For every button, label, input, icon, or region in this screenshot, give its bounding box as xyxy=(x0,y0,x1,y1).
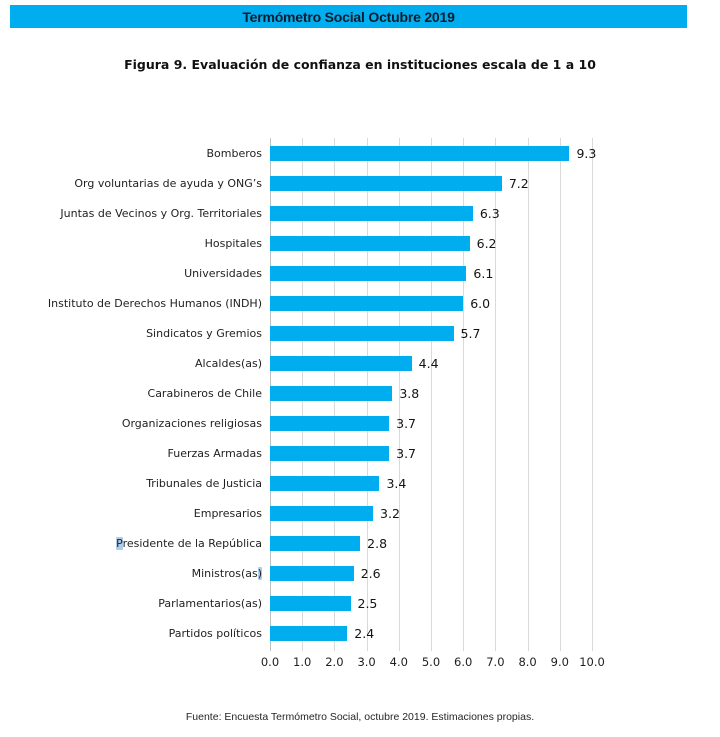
category-label-text: Juntas de Vecinos y Org. Territoriales xyxy=(60,206,262,220)
category-label xyxy=(0,507,270,520)
bar xyxy=(270,236,470,251)
value-label: 6.1 xyxy=(473,265,494,281)
value-label: 3.7 xyxy=(396,415,417,431)
bar xyxy=(270,566,354,581)
chart-row xyxy=(0,318,720,348)
category-label-text: Tribunales de Justicia xyxy=(146,476,262,490)
category-label xyxy=(0,267,270,280)
category-label xyxy=(0,447,270,460)
bar-track xyxy=(270,326,592,341)
header-banner-title: Termómetro Social Octubre 2019 xyxy=(242,8,455,25)
category-label-text: residente de la República xyxy=(122,536,262,550)
chart-row xyxy=(0,468,720,498)
value-label: 4.4 xyxy=(418,355,439,371)
category-label xyxy=(0,417,270,430)
x-tick-label: 3.0 xyxy=(357,655,376,669)
chart-row xyxy=(0,168,720,198)
bar-track xyxy=(270,626,592,641)
bar xyxy=(270,356,412,371)
x-tick-label: 9.0 xyxy=(550,655,569,669)
bar-track xyxy=(270,446,592,461)
category-label-text: Sindicatos y Gremios xyxy=(146,326,262,340)
category-label-text: Partidos políticos xyxy=(168,626,262,640)
category-label-text: Empresarios xyxy=(193,506,262,520)
bar xyxy=(270,176,502,191)
category-label xyxy=(0,207,270,220)
x-tick-label: 2.0 xyxy=(325,655,344,669)
bar-track xyxy=(270,296,592,311)
category-label xyxy=(0,567,270,580)
category-label-text: Carabineros de Chile xyxy=(147,386,262,400)
x-tick-label: 6.0 xyxy=(454,655,473,669)
category-label xyxy=(0,537,270,550)
category-label-text: Hospitales xyxy=(204,236,262,250)
chart-row xyxy=(0,378,720,408)
chart-row xyxy=(0,558,720,588)
bar-track xyxy=(270,236,592,251)
bar-chart xyxy=(0,138,720,683)
category-label-selection-highlight: ) xyxy=(257,566,262,580)
bar-track xyxy=(270,596,592,611)
category-label-text: Alcaldes(as) xyxy=(195,356,262,370)
chart-row xyxy=(0,438,720,468)
x-tick-label: 8.0 xyxy=(518,655,537,669)
bar-track xyxy=(270,536,592,551)
value-label: 2.5 xyxy=(357,595,378,611)
chart-row xyxy=(0,408,720,438)
value-label: 3.8 xyxy=(399,385,420,401)
category-label xyxy=(0,177,270,190)
x-tick-label: 1.0 xyxy=(293,655,312,669)
bar xyxy=(270,326,454,341)
bar xyxy=(270,446,389,461)
bar xyxy=(270,476,379,491)
source-note: Fuente: Encuesta Termómetro Social, octubre 2019. Estimaciones propias. xyxy=(185,711,535,723)
bar xyxy=(270,536,360,551)
x-tick-label: 0.0 xyxy=(260,655,280,669)
value-label: 5.7 xyxy=(460,325,481,341)
chart-row xyxy=(0,198,720,228)
bar xyxy=(270,506,373,521)
bar xyxy=(270,296,463,311)
bar-track xyxy=(270,145,597,161)
category-label xyxy=(0,477,270,490)
category-label xyxy=(0,357,270,370)
chart-row xyxy=(0,258,720,288)
x-tick-label: 10.0 xyxy=(579,655,605,669)
bar-track xyxy=(270,206,592,221)
chart-row xyxy=(0,498,720,528)
chart-row xyxy=(0,588,720,618)
value-label: 6.3 xyxy=(479,205,500,221)
bar-track xyxy=(270,266,592,281)
bar xyxy=(270,386,392,401)
category-label-text: Fuerzas Armadas xyxy=(167,446,262,460)
bar xyxy=(270,596,351,611)
category-label-text: Universidades xyxy=(184,266,262,280)
chart-row xyxy=(0,138,720,168)
value-label: 3.7 xyxy=(396,445,417,461)
bar-track xyxy=(270,356,592,371)
category-label xyxy=(0,297,270,310)
bar-track xyxy=(270,386,592,401)
value-label: 3.4 xyxy=(386,475,407,491)
x-tick-label: 4.0 xyxy=(389,655,408,669)
bar xyxy=(270,146,569,161)
bar xyxy=(270,266,466,281)
category-label-selection-highlight: P xyxy=(116,536,123,550)
category-label-text: Instituto de Derechos Humanos (INDH) xyxy=(47,296,262,310)
x-axis-ticks xyxy=(260,655,605,673)
header-banner xyxy=(10,5,687,28)
value-label: 2.6 xyxy=(360,565,381,581)
bar-track xyxy=(270,506,592,521)
value-label: 6.2 xyxy=(476,235,497,251)
value-label: 9.3 xyxy=(576,145,597,161)
category-label xyxy=(0,627,270,640)
value-label: 7.2 xyxy=(508,175,529,191)
x-tick-label: 5.0 xyxy=(421,655,441,669)
category-label xyxy=(0,147,270,160)
category-label-text: Parlamentarios(as) xyxy=(158,596,262,610)
category-label xyxy=(0,597,270,610)
bar xyxy=(270,206,473,221)
category-label-text: Organizaciones religiosas xyxy=(121,416,262,430)
bar-track xyxy=(270,566,592,581)
chart-rows xyxy=(0,138,720,648)
value-label: 2.8 xyxy=(367,535,388,551)
bar xyxy=(270,626,347,641)
bar-track xyxy=(270,476,592,491)
value-label: 2.4 xyxy=(354,625,375,641)
category-label xyxy=(0,327,270,340)
category-label xyxy=(0,387,270,400)
chart-row xyxy=(0,348,720,378)
bar xyxy=(270,416,389,431)
value-label: 6.0 xyxy=(470,295,491,311)
bar-track xyxy=(270,176,592,191)
category-label-text: Bomberos xyxy=(206,146,262,160)
x-tick-label: 7.0 xyxy=(486,655,505,669)
chart-row xyxy=(0,228,720,258)
value-label: 3.2 xyxy=(380,505,400,521)
chart-row xyxy=(0,288,720,318)
figure-title: Figura 9. Evaluación de confianza en instituciones escala de 1 a 10 xyxy=(124,57,596,72)
category-label xyxy=(0,237,270,250)
chart-row xyxy=(0,528,720,558)
category-label-text: Ministros(as xyxy=(191,566,258,580)
chart-row xyxy=(0,618,720,648)
bar-track xyxy=(270,416,592,431)
category-label-text: Org voluntarias de ayuda y ONG’s xyxy=(74,176,262,190)
